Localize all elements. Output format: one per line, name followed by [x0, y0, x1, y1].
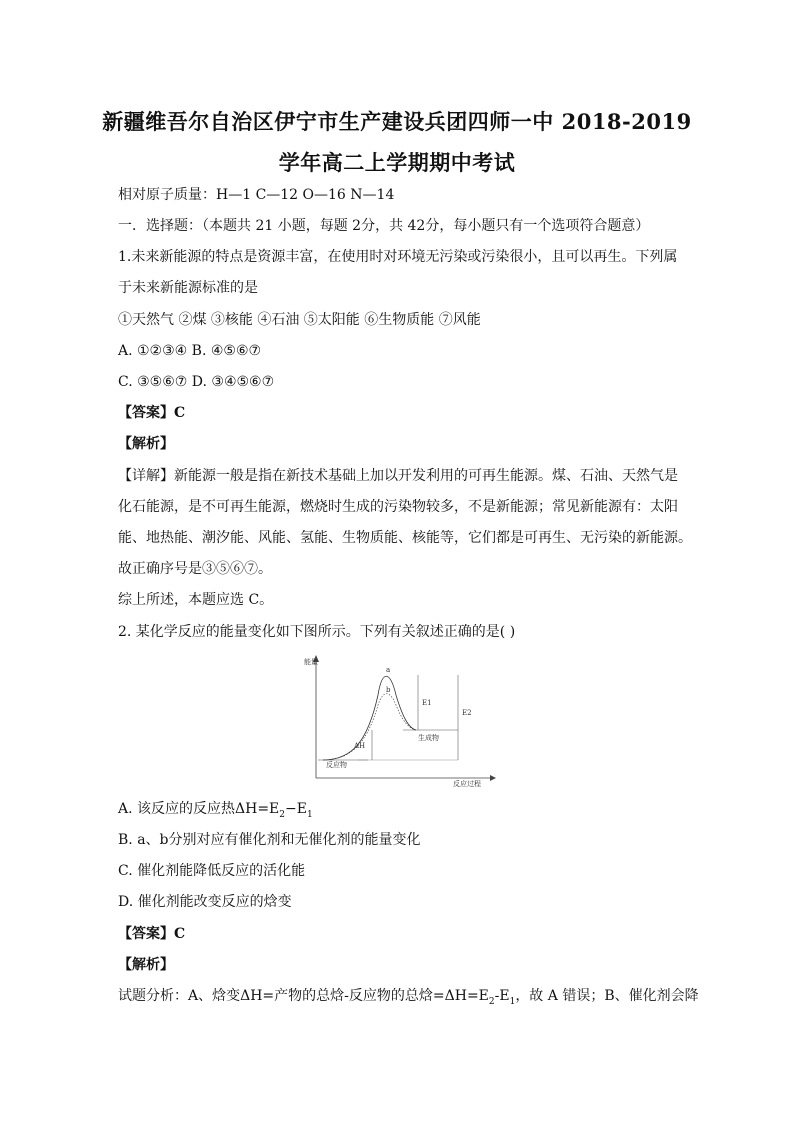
q2-answer: 【答案】C: [118, 926, 186, 942]
label-b: b: [386, 686, 391, 694]
q2-option-c: C. 催化剂能降低反应的活化能: [118, 863, 306, 879]
energy-diagram: [298, 650, 498, 790]
q2-analysis-suffix: ，故 A 错误；B、催化剂会降: [515, 988, 699, 1004]
q2-analysis-heading: 【解析】: [118, 957, 174, 973]
q2-analysis-sub1: 1: [509, 996, 516, 1007]
q2-option-b: B. a、b分别对应有催化剂和无催化剂的能量变化: [118, 832, 421, 848]
q2-analysis-sub2: 2: [488, 996, 495, 1007]
label-e2: E2: [462, 709, 472, 717]
exam-title-line2: 学年高二上学期期中考试: [278, 150, 516, 175]
q1-detail-line2: 化石能源，是不可再生能源，燃烧时生成的污染物较多，不是新能源；常见新能源有：太阳: [118, 499, 678, 515]
label-e1: E1: [422, 699, 432, 707]
x-axis-arrow: [490, 775, 496, 781]
q1-stem-line2: 于未来新能源标准的是: [118, 280, 258, 296]
q2-analysis-mid: -E: [494, 988, 510, 1004]
exam-title-line1: 新疆维吾尔自治区伊宁市生产建设兵团四师一中 2018-2019: [102, 109, 692, 134]
q2-stem: 2. 某化学反应的能量变化如下图所示。下列有关叙述正确的是( ): [118, 624, 516, 640]
q2-analysis-prefix: 试题分析：A、焓变ΔH=产物的总焓-反应物的总焓=ΔH=E: [118, 988, 489, 1004]
q2-option-a-prefix: A. 该反应的反应热ΔH=E: [118, 801, 280, 817]
label-product: 生成物: [418, 734, 439, 742]
label-dh: ΔH: [354, 742, 366, 750]
energy-diagram-svg: [298, 650, 498, 790]
q1-answer: 【答案】C: [118, 405, 186, 421]
q2-option-d: D. 催化剂能改变反应的焓变: [118, 894, 292, 910]
q2-option-a-mid: −E: [285, 801, 307, 817]
q1-detail-line3: 能、地热能、潮汐能、风能、氢能、生物质能、核能等，它们都是可再生、无污染的新能源。: [118, 530, 692, 546]
y-axis-label: 能量: [304, 658, 318, 666]
atomic-mass-line: 相对原子质量：H—1 C—12 O—16 N—14: [118, 187, 395, 203]
q1-stem-line1: 1.未来新能源的特点是资源丰富，在使用时对环境无污染或污染很小，且可以再生。下列属: [118, 249, 678, 265]
section-header: 一．选择题：（本题共 21 小题，每题 2分，共 42分，每小题只有一个选项符合题意）: [118, 218, 650, 234]
q1-detail-line4: 故正确序号是③⑤⑥⑦。: [118, 561, 272, 577]
q2-option-a-sub1: 1: [306, 809, 313, 820]
q1-items: ①天然气 ②煤 ③核能 ④石油 ⑤太阳能 ⑥生物质能 ⑦风能: [118, 312, 481, 328]
x-axis-label: 反应过程: [453, 780, 481, 788]
q1-detail-line1: 【详解】新能源一般是指在新技术基础上加以开发利用的可再生能源。煤、石油、天然气是: [118, 468, 678, 484]
curve-b: [323, 694, 416, 760]
label-a: a: [386, 666, 391, 674]
q2-option-a: [118, 799, 698, 825]
q2-option-a-sub2: 2: [279, 809, 286, 820]
label-reactant: 反应物: [326, 761, 347, 769]
q1-analysis-heading: 【解析】: [118, 436, 174, 452]
q2-analysis-text: [118, 986, 698, 1012]
q1-summary: 综上所述，本题应选 C。: [118, 592, 274, 608]
q1-options-row2: C. ③⑤⑥⑦ D. ③④⑤⑥⑦: [118, 374, 275, 390]
q1-options-row1: A. ①②③④ B. ④⑤⑥⑦: [118, 343, 262, 359]
